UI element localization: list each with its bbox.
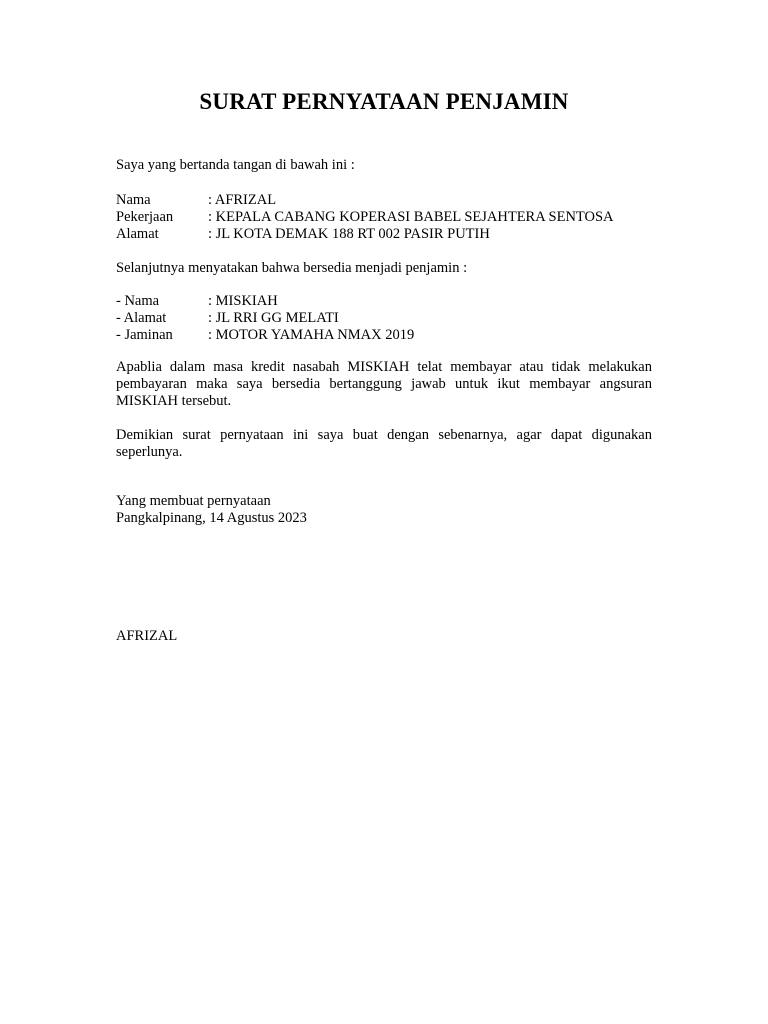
guarantee-name-value: : MISKIAH xyxy=(208,293,278,309)
declarant-occupation-value: : KEPALA CABANG KOPERASI BABEL SEJAHTERA SENTOSA xyxy=(208,209,614,225)
declarant-name-value: : AFRIZAL xyxy=(208,192,277,208)
declarant-name-label: Nama xyxy=(116,192,151,208)
guarantee-collateral-label: - Jaminan xyxy=(116,327,173,343)
declarant-occupation-row xyxy=(116,209,652,226)
intro-text: Saya yang bertanda tangan di bawah ini : xyxy=(116,157,355,173)
guarantee-details xyxy=(116,293,652,344)
declarant-occupation-label: Pekerjaan xyxy=(116,209,174,225)
declarant-details xyxy=(116,192,652,243)
guarantee-name-row xyxy=(116,293,652,310)
signature-block xyxy=(116,493,652,527)
declarant-address-value: : JL KOTA DEMAK 188 RT 002 PASIR PUTIH xyxy=(208,226,490,242)
declarant-address-row xyxy=(116,226,652,243)
document-title: SURAT PERNYATAAN PENJAMIN xyxy=(199,89,569,114)
guarantee-address-value: : JL RRI GG MELATI xyxy=(208,310,339,326)
signer-name: AFRIZAL xyxy=(116,628,178,644)
signature-place-date: Pangkalpinang, 14 Agustus 2023 xyxy=(116,510,307,526)
signature-caption: Yang membuat pernyataan xyxy=(116,493,271,509)
guarantee-address-row xyxy=(116,310,652,327)
guarantee-collateral-value: : MOTOR YAMAHA NMAX 2019 xyxy=(208,327,415,343)
guarantee-name-label: - Nama xyxy=(116,293,160,309)
statement-text: Selanjutnya menyatakan bahwa bersedia menjadi penjamin : xyxy=(116,260,468,276)
clause-paragraph: Apablia dalam masa kredit nasabah MISKIAH telat membayar atau tidak melakukan pembayaran maka saya bersedia bertanggung jawab untuk ikut membayar angsuran MISKIAH tersebut. xyxy=(116,359,652,409)
declarant-name-row xyxy=(116,192,652,209)
guarantee-collateral-row xyxy=(116,327,652,344)
closing-paragraph: Demikian surat pernyataan ini saya buat dengan sebenarnya, agar dapat digunakan seperlunya. xyxy=(116,427,652,460)
declarant-address-label: Alamat xyxy=(116,226,159,242)
guarantee-address-label: - Alamat xyxy=(116,310,167,326)
